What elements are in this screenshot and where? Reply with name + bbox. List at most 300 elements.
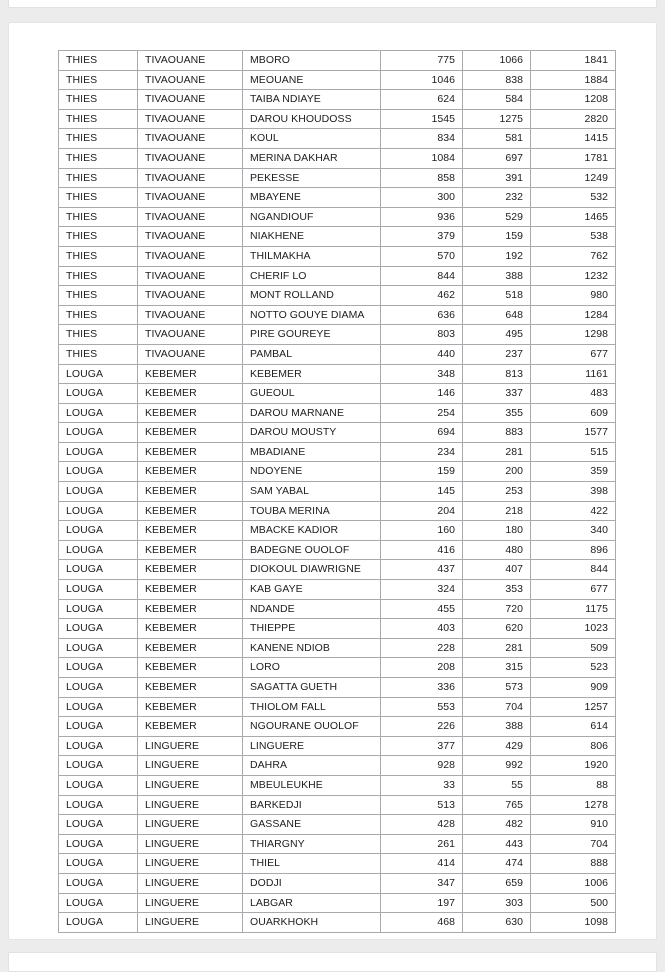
cell-value-1[interactable]: 261 bbox=[381, 834, 463, 854]
cell-total[interactable]: 1023 bbox=[531, 619, 616, 639]
cell-value-1[interactable]: 694 bbox=[381, 423, 463, 443]
table-row[interactable] bbox=[59, 70, 616, 90]
cell-commune[interactable]: THIEPPE bbox=[243, 619, 381, 639]
table-row[interactable] bbox=[59, 305, 616, 325]
cell-value-2[interactable]: 480 bbox=[463, 540, 531, 560]
cell-commune[interactable]: THIEL bbox=[243, 854, 381, 874]
cell-value-1[interactable]: 858 bbox=[381, 168, 463, 188]
cell-region[interactable]: LOUGA bbox=[59, 717, 138, 737]
cell-commune[interactable]: THILMAKHA bbox=[243, 246, 381, 266]
cell-region[interactable]: LOUGA bbox=[59, 442, 138, 462]
cell-departement[interactable]: LINGUERE bbox=[138, 913, 243, 933]
cell-total[interactable]: 1208 bbox=[531, 90, 616, 110]
table-row[interactable] bbox=[59, 619, 616, 639]
table-row[interactable] bbox=[59, 90, 616, 110]
cell-commune[interactable]: TAIBA NDIAYE bbox=[243, 90, 381, 110]
cell-value-1[interactable]: 553 bbox=[381, 697, 463, 717]
table-row[interactable] bbox=[59, 736, 616, 756]
cell-total[interactable]: 910 bbox=[531, 815, 616, 835]
cell-region[interactable]: THIES bbox=[59, 325, 138, 345]
cell-commune[interactable]: CHERIF LO bbox=[243, 266, 381, 286]
cell-region[interactable]: THIES bbox=[59, 344, 138, 364]
cell-value-2[interactable]: 720 bbox=[463, 599, 531, 619]
cell-total[interactable]: 1465 bbox=[531, 207, 616, 227]
cell-value-2[interactable]: 495 bbox=[463, 325, 531, 345]
cell-departement[interactable]: LINGUERE bbox=[138, 815, 243, 835]
table-row[interactable] bbox=[59, 678, 616, 698]
cell-commune[interactable]: GASSANE bbox=[243, 815, 381, 835]
cell-departement[interactable]: KEBEMER bbox=[138, 364, 243, 384]
cell-region[interactable]: LOUGA bbox=[59, 795, 138, 815]
cell-commune[interactable]: LABGAR bbox=[243, 893, 381, 913]
cell-total[interactable]: 1006 bbox=[531, 873, 616, 893]
cell-total[interactable]: 1284 bbox=[531, 305, 616, 325]
cell-commune[interactable]: PAMBAL bbox=[243, 344, 381, 364]
cell-region[interactable]: LOUGA bbox=[59, 423, 138, 443]
cell-region[interactable]: LOUGA bbox=[59, 619, 138, 639]
table-row[interactable] bbox=[59, 423, 616, 443]
cell-value-2[interactable]: 704 bbox=[463, 697, 531, 717]
cell-departement[interactable]: KEBEMER bbox=[138, 403, 243, 423]
cell-commune[interactable]: DAROU MARNANE bbox=[243, 403, 381, 423]
cell-departement[interactable]: KEBEMER bbox=[138, 599, 243, 619]
table-row[interactable] bbox=[59, 795, 616, 815]
table-row[interactable] bbox=[59, 638, 616, 658]
table-row[interactable] bbox=[59, 344, 616, 364]
cell-value-2[interactable]: 391 bbox=[463, 168, 531, 188]
cell-region[interactable]: LOUGA bbox=[59, 678, 138, 698]
cell-total[interactable]: 1098 bbox=[531, 913, 616, 933]
cell-departement[interactable]: TIVAOUANE bbox=[138, 227, 243, 247]
cell-departement[interactable]: KEBEMER bbox=[138, 540, 243, 560]
cell-value-1[interactable]: 254 bbox=[381, 403, 463, 423]
cell-region[interactable]: LOUGA bbox=[59, 756, 138, 776]
cell-region[interactable]: LOUGA bbox=[59, 913, 138, 933]
cell-departement[interactable]: LINGUERE bbox=[138, 795, 243, 815]
cell-commune[interactable]: MBAYENE bbox=[243, 188, 381, 208]
cell-value-2[interactable]: 253 bbox=[463, 482, 531, 502]
table-row[interactable] bbox=[59, 442, 616, 462]
cell-value-2[interactable]: 281 bbox=[463, 442, 531, 462]
cell-total[interactable]: 1920 bbox=[531, 756, 616, 776]
cell-total[interactable]: 762 bbox=[531, 246, 616, 266]
cell-value-1[interactable]: 208 bbox=[381, 658, 463, 678]
cell-value-1[interactable]: 324 bbox=[381, 580, 463, 600]
table-row[interactable] bbox=[59, 580, 616, 600]
cell-region[interactable]: THIES bbox=[59, 286, 138, 306]
cell-region[interactable]: THIES bbox=[59, 207, 138, 227]
cell-total[interactable]: 909 bbox=[531, 678, 616, 698]
cell-value-2[interactable]: 584 bbox=[463, 90, 531, 110]
cell-total[interactable]: 1249 bbox=[531, 168, 616, 188]
cell-departement[interactable]: KEBEMER bbox=[138, 501, 243, 521]
cell-total[interactable]: 980 bbox=[531, 286, 616, 306]
cell-region[interactable]: LOUGA bbox=[59, 364, 138, 384]
cell-value-2[interactable]: 315 bbox=[463, 658, 531, 678]
cell-departement[interactable]: TIVAOUANE bbox=[138, 246, 243, 266]
cell-commune[interactable]: KANENE NDIOB bbox=[243, 638, 381, 658]
cell-departement[interactable]: KEBEMER bbox=[138, 638, 243, 658]
cell-value-1[interactable]: 377 bbox=[381, 736, 463, 756]
cell-value-2[interactable]: 648 bbox=[463, 305, 531, 325]
cell-value-1[interactable]: 347 bbox=[381, 873, 463, 893]
cell-value-2[interactable]: 581 bbox=[463, 129, 531, 149]
table-row[interactable] bbox=[59, 717, 616, 737]
cell-total[interactable]: 509 bbox=[531, 638, 616, 658]
cell-departement[interactable]: KEBEMER bbox=[138, 521, 243, 541]
cell-value-2[interactable]: 1066 bbox=[463, 51, 531, 71]
cell-departement[interactable]: KEBEMER bbox=[138, 442, 243, 462]
cell-value-1[interactable]: 403 bbox=[381, 619, 463, 639]
cell-value-1[interactable]: 1046 bbox=[381, 70, 463, 90]
table-row[interactable] bbox=[59, 560, 616, 580]
cell-departement[interactable]: TIVAOUANE bbox=[138, 207, 243, 227]
cell-departement[interactable]: TIVAOUANE bbox=[138, 129, 243, 149]
cell-departement[interactable]: KEBEMER bbox=[138, 580, 243, 600]
cell-value-2[interactable]: 407 bbox=[463, 560, 531, 580]
cell-total[interactable]: 609 bbox=[531, 403, 616, 423]
cell-commune[interactable]: DAROU KHOUDOSS bbox=[243, 109, 381, 129]
cell-commune[interactable]: MBADIANE bbox=[243, 442, 381, 462]
cell-value-2[interactable]: 232 bbox=[463, 188, 531, 208]
table-row[interactable] bbox=[59, 168, 616, 188]
cell-region[interactable]: THIES bbox=[59, 148, 138, 168]
cell-region[interactable]: THIES bbox=[59, 70, 138, 90]
table-row[interactable] bbox=[59, 501, 616, 521]
cell-total[interactable]: 340 bbox=[531, 521, 616, 541]
cell-region[interactable]: THIES bbox=[59, 51, 138, 71]
cell-value-2[interactable]: 281 bbox=[463, 638, 531, 658]
cell-value-1[interactable]: 834 bbox=[381, 129, 463, 149]
cell-value-2[interactable]: 992 bbox=[463, 756, 531, 776]
cell-value-2[interactable]: 482 bbox=[463, 815, 531, 835]
table-row[interactable] bbox=[59, 188, 616, 208]
cell-total[interactable]: 515 bbox=[531, 442, 616, 462]
cell-total[interactable]: 422 bbox=[531, 501, 616, 521]
cell-total[interactable]: 483 bbox=[531, 384, 616, 404]
cell-commune[interactable]: MEOUANE bbox=[243, 70, 381, 90]
cell-region[interactable]: LOUGA bbox=[59, 697, 138, 717]
cell-value-2[interactable]: 180 bbox=[463, 521, 531, 541]
cell-departement[interactable]: LINGUERE bbox=[138, 893, 243, 913]
cell-value-1[interactable]: 803 bbox=[381, 325, 463, 345]
cell-commune[interactable]: LINGUERE bbox=[243, 736, 381, 756]
cell-value-1[interactable]: 416 bbox=[381, 540, 463, 560]
cell-value-2[interactable]: 192 bbox=[463, 246, 531, 266]
cell-commune[interactable]: NDANDE bbox=[243, 599, 381, 619]
cell-departement[interactable]: LINGUERE bbox=[138, 736, 243, 756]
cell-commune[interactable]: DAHRA bbox=[243, 756, 381, 776]
cell-value-1[interactable]: 1545 bbox=[381, 109, 463, 129]
cell-value-1[interactable]: 1084 bbox=[381, 148, 463, 168]
cell-total[interactable]: 1884 bbox=[531, 70, 616, 90]
table-row[interactable] bbox=[59, 482, 616, 502]
cell-region[interactable]: LOUGA bbox=[59, 540, 138, 560]
table-row[interactable] bbox=[59, 109, 616, 129]
cell-total[interactable]: 614 bbox=[531, 717, 616, 737]
cell-total[interactable]: 1415 bbox=[531, 129, 616, 149]
cell-commune[interactable]: NGANDIOUF bbox=[243, 207, 381, 227]
table-row[interactable] bbox=[59, 834, 616, 854]
cell-departement[interactable]: TIVAOUANE bbox=[138, 90, 243, 110]
cell-departement[interactable]: KEBEMER bbox=[138, 462, 243, 482]
cell-departement[interactable]: TIVAOUANE bbox=[138, 51, 243, 71]
cell-commune[interactable]: PIRE GOUREYE bbox=[243, 325, 381, 345]
cell-value-1[interactable]: 146 bbox=[381, 384, 463, 404]
cell-total[interactable]: 844 bbox=[531, 560, 616, 580]
table-row[interactable] bbox=[59, 599, 616, 619]
cell-region[interactable]: THIES bbox=[59, 129, 138, 149]
table-row[interactable] bbox=[59, 658, 616, 678]
cell-value-2[interactable]: 838 bbox=[463, 70, 531, 90]
cell-region[interactable]: LOUGA bbox=[59, 521, 138, 541]
cell-total[interactable]: 500 bbox=[531, 893, 616, 913]
cell-region[interactable]: LOUGA bbox=[59, 599, 138, 619]
cell-value-1[interactable]: 145 bbox=[381, 482, 463, 502]
cell-commune[interactable]: BARKEDJI bbox=[243, 795, 381, 815]
cell-value-2[interactable]: 429 bbox=[463, 736, 531, 756]
cell-commune[interactable]: MONT ROLLAND bbox=[243, 286, 381, 306]
cell-region[interactable]: THIES bbox=[59, 90, 138, 110]
cell-total[interactable]: 1298 bbox=[531, 325, 616, 345]
cell-commune[interactable]: GUEOUL bbox=[243, 384, 381, 404]
cell-value-1[interactable]: 348 bbox=[381, 364, 463, 384]
cell-value-1[interactable]: 204 bbox=[381, 501, 463, 521]
cell-commune[interactable]: THIOLOM FALL bbox=[243, 697, 381, 717]
table-row[interactable] bbox=[59, 540, 616, 560]
cell-value-1[interactable]: 462 bbox=[381, 286, 463, 306]
cell-value-1[interactable]: 636 bbox=[381, 305, 463, 325]
table-row[interactable] bbox=[59, 756, 616, 776]
cell-departement[interactable]: TIVAOUANE bbox=[138, 344, 243, 364]
cell-value-2[interactable]: 303 bbox=[463, 893, 531, 913]
cell-value-1[interactable]: 33 bbox=[381, 775, 463, 795]
cell-value-2[interactable]: 337 bbox=[463, 384, 531, 404]
cell-commune[interactable]: KOUL bbox=[243, 129, 381, 149]
cell-value-2[interactable]: 765 bbox=[463, 795, 531, 815]
table-row[interactable] bbox=[59, 403, 616, 423]
cell-value-2[interactable]: 55 bbox=[463, 775, 531, 795]
cell-departement[interactable]: TIVAOUANE bbox=[138, 70, 243, 90]
cell-region[interactable]: LOUGA bbox=[59, 638, 138, 658]
cell-commune[interactable]: MBORO bbox=[243, 51, 381, 71]
cell-region[interactable]: LOUGA bbox=[59, 893, 138, 913]
cell-departement[interactable]: KEBEMER bbox=[138, 423, 243, 443]
cell-value-1[interactable]: 197 bbox=[381, 893, 463, 913]
cell-total[interactable]: 896 bbox=[531, 540, 616, 560]
cell-commune[interactable]: LORO bbox=[243, 658, 381, 678]
cell-region[interactable]: THIES bbox=[59, 266, 138, 286]
data-table[interactable] bbox=[58, 50, 616, 933]
cell-region[interactable]: LOUGA bbox=[59, 482, 138, 502]
cell-total[interactable]: 1232 bbox=[531, 266, 616, 286]
cell-region[interactable]: LOUGA bbox=[59, 658, 138, 678]
cell-departement[interactable]: TIVAOUANE bbox=[138, 286, 243, 306]
cell-total[interactable]: 398 bbox=[531, 482, 616, 502]
cell-region[interactable]: THIES bbox=[59, 168, 138, 188]
cell-commune[interactable]: NIAKHENE bbox=[243, 227, 381, 247]
table-row[interactable] bbox=[59, 266, 616, 286]
cell-total[interactable]: 677 bbox=[531, 580, 616, 600]
cell-departement[interactable]: LINGUERE bbox=[138, 756, 243, 776]
cell-commune[interactable]: SAGATTA GUETH bbox=[243, 678, 381, 698]
cell-total[interactable]: 677 bbox=[531, 344, 616, 364]
table-row[interactable] bbox=[59, 462, 616, 482]
cell-total[interactable]: 359 bbox=[531, 462, 616, 482]
cell-departement[interactable]: LINGUERE bbox=[138, 834, 243, 854]
cell-departement[interactable]: TIVAOUANE bbox=[138, 305, 243, 325]
cell-commune[interactable]: DAROU MOUSTY bbox=[243, 423, 381, 443]
cell-value-2[interactable]: 159 bbox=[463, 227, 531, 247]
cell-value-1[interactable]: 336 bbox=[381, 678, 463, 698]
cell-commune[interactable]: MBACKE KADIOR bbox=[243, 521, 381, 541]
cell-value-2[interactable]: 659 bbox=[463, 873, 531, 893]
cell-value-2[interactable]: 529 bbox=[463, 207, 531, 227]
cell-commune[interactable]: NOTTO GOUYE DIAMA bbox=[243, 305, 381, 325]
table-row[interactable] bbox=[59, 227, 616, 247]
cell-commune[interactable]: DIOKOUL DIAWRIGNE bbox=[243, 560, 381, 580]
cell-commune[interactable]: SAM YABAL bbox=[243, 482, 381, 502]
cell-departement[interactable]: KEBEMER bbox=[138, 384, 243, 404]
cell-value-1[interactable]: 936 bbox=[381, 207, 463, 227]
cell-value-1[interactable]: 624 bbox=[381, 90, 463, 110]
cell-value-2[interactable]: 813 bbox=[463, 364, 531, 384]
cell-total[interactable]: 1781 bbox=[531, 148, 616, 168]
cell-value-2[interactable]: 388 bbox=[463, 717, 531, 737]
cell-value-1[interactable]: 455 bbox=[381, 599, 463, 619]
cell-commune[interactable]: BADEGNE OUOLOF bbox=[243, 540, 381, 560]
table-row[interactable] bbox=[59, 873, 616, 893]
cell-commune[interactable]: KAB GAYE bbox=[243, 580, 381, 600]
cell-departement[interactable]: TIVAOUANE bbox=[138, 325, 243, 345]
cell-region[interactable]: THIES bbox=[59, 227, 138, 247]
cell-commune[interactable]: PEKESSE bbox=[243, 168, 381, 188]
cell-commune[interactable]: DODJI bbox=[243, 873, 381, 893]
cell-value-2[interactable]: 620 bbox=[463, 619, 531, 639]
cell-total[interactable]: 1841 bbox=[531, 51, 616, 71]
cell-departement[interactable]: KEBEMER bbox=[138, 560, 243, 580]
cell-value-1[interactable]: 928 bbox=[381, 756, 463, 776]
cell-total[interactable]: 88 bbox=[531, 775, 616, 795]
cell-value-1[interactable]: 226 bbox=[381, 717, 463, 737]
cell-commune[interactable]: MBEULEUKHE bbox=[243, 775, 381, 795]
cell-departement[interactable]: KEBEMER bbox=[138, 678, 243, 698]
cell-region[interactable]: LOUGA bbox=[59, 854, 138, 874]
cell-departement[interactable]: LINGUERE bbox=[138, 873, 243, 893]
cell-region[interactable]: LOUGA bbox=[59, 403, 138, 423]
cell-departement[interactable]: LINGUERE bbox=[138, 775, 243, 795]
cell-value-1[interactable]: 234 bbox=[381, 442, 463, 462]
cell-value-1[interactable]: 844 bbox=[381, 266, 463, 286]
cell-region[interactable]: THIES bbox=[59, 305, 138, 325]
cell-region[interactable]: THIES bbox=[59, 109, 138, 129]
cell-total[interactable]: 806 bbox=[531, 736, 616, 756]
table-row[interactable] bbox=[59, 854, 616, 874]
cell-total[interactable]: 2820 bbox=[531, 109, 616, 129]
cell-value-2[interactable]: 237 bbox=[463, 344, 531, 364]
cell-value-1[interactable]: 513 bbox=[381, 795, 463, 815]
cell-commune[interactable]: MERINA DAKHAR bbox=[243, 148, 381, 168]
table-row[interactable] bbox=[59, 384, 616, 404]
cell-departement[interactable]: TIVAOUANE bbox=[138, 109, 243, 129]
cell-value-1[interactable]: 379 bbox=[381, 227, 463, 247]
cell-departement[interactable]: TIVAOUANE bbox=[138, 168, 243, 188]
cell-total[interactable]: 538 bbox=[531, 227, 616, 247]
cell-value-2[interactable]: 353 bbox=[463, 580, 531, 600]
cell-total[interactable]: 1278 bbox=[531, 795, 616, 815]
cell-departement[interactable]: KEBEMER bbox=[138, 717, 243, 737]
cell-departement[interactable]: KEBEMER bbox=[138, 697, 243, 717]
cell-total[interactable]: 1161 bbox=[531, 364, 616, 384]
cell-commune[interactable]: TOUBA MERINA bbox=[243, 501, 381, 521]
cell-value-2[interactable]: 355 bbox=[463, 403, 531, 423]
cell-value-1[interactable]: 228 bbox=[381, 638, 463, 658]
table-row[interactable] bbox=[59, 148, 616, 168]
cell-departement[interactable]: KEBEMER bbox=[138, 658, 243, 678]
table-container[interactable] bbox=[58, 50, 615, 933]
cell-value-2[interactable]: 697 bbox=[463, 148, 531, 168]
cell-region[interactable]: LOUGA bbox=[59, 462, 138, 482]
cell-departement[interactable]: TIVAOUANE bbox=[138, 266, 243, 286]
cell-total[interactable]: 532 bbox=[531, 188, 616, 208]
cell-value-2[interactable]: 388 bbox=[463, 266, 531, 286]
cell-region[interactable]: LOUGA bbox=[59, 815, 138, 835]
table-row[interactable] bbox=[59, 246, 616, 266]
cell-region[interactable]: LOUGA bbox=[59, 873, 138, 893]
cell-commune[interactable]: NDOYENE bbox=[243, 462, 381, 482]
table-row[interactable] bbox=[59, 286, 616, 306]
cell-value-1[interactable]: 775 bbox=[381, 51, 463, 71]
cell-commune[interactable]: OUARKHOKH bbox=[243, 913, 381, 933]
table-row[interactable] bbox=[59, 913, 616, 933]
cell-value-1[interactable]: 437 bbox=[381, 560, 463, 580]
cell-value-2[interactable]: 573 bbox=[463, 678, 531, 698]
cell-total[interactable]: 888 bbox=[531, 854, 616, 874]
cell-region[interactable]: LOUGA bbox=[59, 501, 138, 521]
table-row[interactable] bbox=[59, 815, 616, 835]
cell-region[interactable]: LOUGA bbox=[59, 384, 138, 404]
cell-departement[interactable]: KEBEMER bbox=[138, 619, 243, 639]
cell-value-1[interactable]: 428 bbox=[381, 815, 463, 835]
cell-value-1[interactable]: 468 bbox=[381, 913, 463, 933]
cell-region[interactable]: LOUGA bbox=[59, 834, 138, 854]
cell-departement[interactable]: TIVAOUANE bbox=[138, 148, 243, 168]
cell-commune[interactable]: NGOURANE OUOLOF bbox=[243, 717, 381, 737]
cell-value-2[interactable]: 218 bbox=[463, 501, 531, 521]
table-row[interactable] bbox=[59, 364, 616, 384]
cell-value-2[interactable]: 474 bbox=[463, 854, 531, 874]
table-row[interactable] bbox=[59, 521, 616, 541]
cell-value-2[interactable]: 630 bbox=[463, 913, 531, 933]
cell-region[interactable]: LOUGA bbox=[59, 736, 138, 756]
cell-departement[interactable]: KEBEMER bbox=[138, 482, 243, 502]
cell-region[interactable]: LOUGA bbox=[59, 775, 138, 795]
cell-value-1[interactable]: 300 bbox=[381, 188, 463, 208]
table-row[interactable] bbox=[59, 775, 616, 795]
cell-total[interactable]: 704 bbox=[531, 834, 616, 854]
cell-value-2[interactable]: 443 bbox=[463, 834, 531, 854]
cell-total[interactable]: 523 bbox=[531, 658, 616, 678]
table-row[interactable] bbox=[59, 893, 616, 913]
cell-commune[interactable]: THIARGNY bbox=[243, 834, 381, 854]
cell-departement[interactable]: TIVAOUANE bbox=[138, 188, 243, 208]
cell-total[interactable]: 1577 bbox=[531, 423, 616, 443]
table-row[interactable] bbox=[59, 207, 616, 227]
table-row[interactable] bbox=[59, 129, 616, 149]
cell-value-1[interactable]: 160 bbox=[381, 521, 463, 541]
cell-value-2[interactable]: 1275 bbox=[463, 109, 531, 129]
cell-value-2[interactable]: 518 bbox=[463, 286, 531, 306]
